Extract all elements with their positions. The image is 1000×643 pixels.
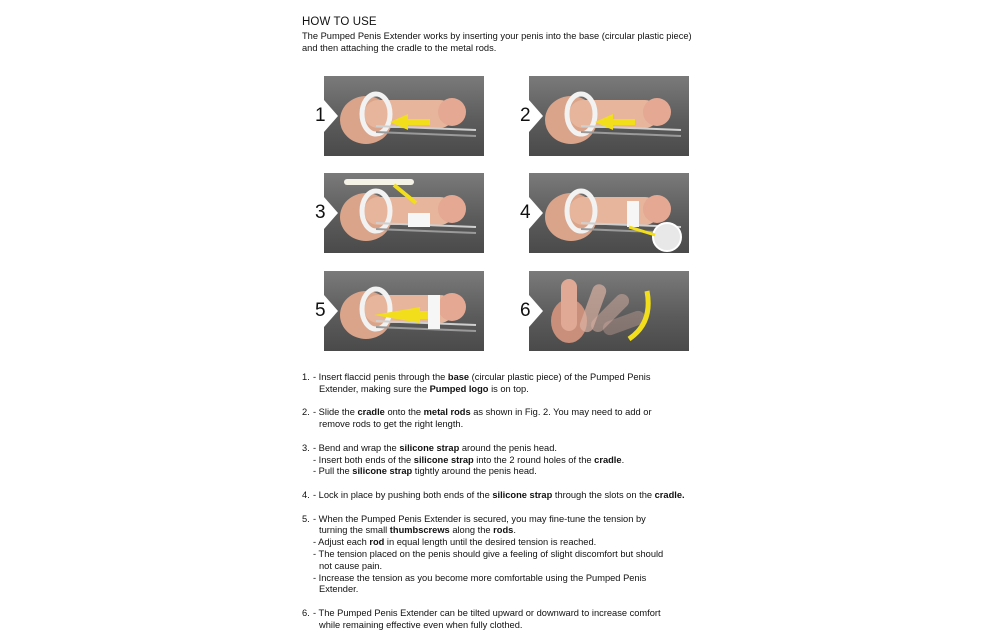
- text-segment: remove rods to get the right length.: [319, 419, 464, 430]
- step-text: [302, 407, 702, 431]
- step-line: [313, 573, 702, 585]
- bold-term: rods: [493, 525, 514, 536]
- instruction-step: [302, 372, 702, 396]
- instruction-step: [302, 443, 702, 478]
- step-text: [302, 514, 702, 597]
- step-number: 6.: [302, 607, 310, 618]
- step-line: [313, 525, 702, 537]
- figure-notch: [324, 197, 338, 229]
- device-illustration: [529, 271, 689, 351]
- bold-term: cradle.: [654, 489, 685, 500]
- bold-term: silicone strap: [413, 454, 474, 465]
- bold-term: metal rods: [423, 407, 471, 418]
- step-line: [313, 419, 702, 431]
- instruction-step: [302, 608, 702, 632]
- text-segment: - Increase the tension as you become more comfortable using the Pumped Penis: [313, 572, 647, 583]
- figure-6: [520, 271, 689, 351]
- figure-number: 4: [520, 202, 531, 223]
- text-segment: along the: [449, 525, 494, 536]
- text-segment: (circular plastic piece) of the Pumped Penis: [469, 372, 651, 382]
- text-segment: .: [621, 454, 625, 465]
- figure-notch: [324, 295, 338, 327]
- text-segment: around the penis head.: [459, 442, 557, 453]
- step-line: [313, 407, 702, 419]
- step-line: [313, 608, 702, 620]
- text-segment: - Bend and wrap the: [313, 442, 400, 453]
- step-number: 5.: [302, 513, 310, 524]
- step-text: [302, 443, 702, 478]
- figure-1: [315, 76, 484, 156]
- instruction-step: [302, 407, 702, 431]
- text-segment: into the 2 round holes of the: [473, 454, 595, 465]
- text-segment: Extender, making sure the: [319, 383, 430, 394]
- step-line: [313, 455, 702, 467]
- intro-paragraph: The Pumped Penis Extender works by inserting your penis into the base (circular plastic piece) and then attaching the cradle to the metal rods.: [302, 31, 692, 53]
- text-segment: - Adjust each: [313, 537, 370, 548]
- text-segment: not cause pain.: [319, 560, 383, 571]
- text-segment: - Slide the: [313, 407, 358, 418]
- bold-term: Pumped logo: [429, 383, 489, 394]
- device-illustration: [529, 173, 689, 253]
- bold-term: cradle: [357, 407, 385, 418]
- figure-number: 3: [315, 202, 326, 223]
- step-line: [313, 620, 702, 632]
- text-segment: while remaining effective even when fully clothed.: [319, 619, 523, 630]
- figure-image: [324, 76, 484, 156]
- text-segment: - Insert both ends of the: [313, 454, 414, 465]
- figure-image: [529, 271, 689, 351]
- text-segment: - Insert flaccid penis through the: [313, 372, 448, 382]
- figure-2: [520, 76, 689, 156]
- text-segment: - The tension placed on the penis should give a feeling of slight discomfort but should: [313, 548, 664, 559]
- text-segment: Extender.: [319, 584, 359, 595]
- figure-number: 6: [520, 300, 531, 321]
- figure-image: [324, 173, 484, 253]
- step-line: [313, 561, 702, 573]
- step-line: [313, 490, 702, 502]
- bold-term: rod: [369, 537, 385, 548]
- bold-term: cradle: [594, 454, 622, 465]
- figure-notch: [529, 197, 543, 229]
- instruction-step: [302, 514, 702, 597]
- text-segment: in equal length until the desired tension is reached.: [384, 537, 597, 548]
- figure-notch: [324, 100, 338, 132]
- text-segment: - The Pumped Penis Extender can be tilted upward or downward to increase comfort: [313, 607, 661, 618]
- figure-4: [520, 173, 689, 253]
- step-line: [313, 372, 702, 384]
- text-segment: - When the Pumped Penis Extender is secured, you may fine-tune the tension by: [313, 513, 646, 524]
- instruction-list: [302, 372, 702, 643]
- step-line: [313, 466, 702, 478]
- text-segment: .: [513, 525, 516, 536]
- figure-image: [324, 271, 484, 351]
- figure-notch: [529, 295, 543, 327]
- step-text: [302, 608, 702, 632]
- device-illustration: [324, 173, 484, 253]
- bold-term: thumbscrews: [389, 525, 450, 536]
- text-segment: tightly around the penis head.: [412, 466, 537, 477]
- device-illustration: [529, 76, 689, 156]
- step-line: [313, 584, 702, 596]
- step-text: [302, 372, 702, 396]
- figure-notch: [529, 100, 543, 132]
- text-segment: as shown in Fig. 2. You may need to add or: [470, 407, 652, 418]
- bold-term: silicone strap: [399, 442, 460, 453]
- step-line: [313, 549, 702, 561]
- instruction-step: [302, 490, 702, 502]
- bold-term: base: [447, 372, 470, 382]
- figure-3: [315, 173, 484, 253]
- text-segment: onto the: [384, 407, 424, 418]
- device-illustration: [324, 76, 484, 156]
- figure-image: [529, 173, 689, 253]
- text-segment: turning the small: [319, 525, 390, 536]
- step-number: 3.: [302, 442, 310, 453]
- figure-image: [529, 76, 689, 156]
- step-text: [302, 490, 702, 502]
- figure-number: 2: [520, 105, 531, 126]
- figure-number: 1: [315, 105, 326, 126]
- device-illustration: [324, 271, 484, 351]
- step-number: 4.: [302, 489, 310, 500]
- text-segment: - Lock in place by pushing both ends of the: [313, 489, 493, 500]
- section-heading: HOW TO USE: [302, 16, 377, 28]
- bold-term: silicone strap: [352, 466, 413, 477]
- step-line: [313, 514, 702, 526]
- text-segment: - Pull the: [313, 466, 353, 477]
- step-number: 2.: [302, 407, 310, 418]
- step-number: 1.: [302, 372, 310, 382]
- text-segment: is on top.: [488, 383, 529, 394]
- figure-number: 5: [315, 300, 326, 321]
- text-segment: through the slots on the: [552, 489, 655, 500]
- step-line: [313, 443, 702, 455]
- step-line: [313, 384, 702, 396]
- bold-term: silicone strap: [492, 489, 553, 500]
- step-line: [313, 537, 702, 549]
- figure-5: [315, 271, 484, 351]
